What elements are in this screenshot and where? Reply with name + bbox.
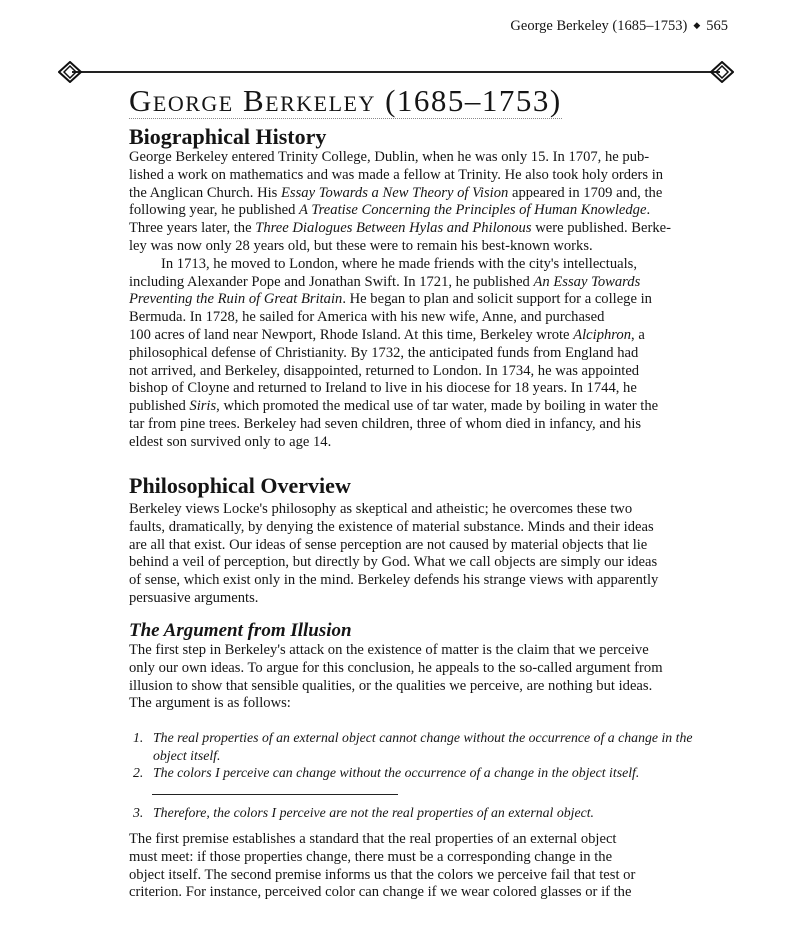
item-number: 3.	[133, 805, 144, 820]
text-run: eldest son survived only to age 14.	[129, 433, 332, 450]
text-run: , a	[631, 326, 645, 343]
conclusion-divider	[152, 794, 398, 795]
biography-text	[129, 149, 689, 452]
text-run: bishop of Cloyne and returned to Ireland to live in his diocese for 18 years. In 1744, he	[129, 380, 637, 397]
text-run: Bermuda. In 1728, he sailed for America with his new wife, Anne, and purchased	[129, 309, 605, 326]
argument-conclusion	[133, 804, 594, 822]
text-line: object itself. The second premise informs us that the colors we perceive fail that test or	[129, 866, 636, 883]
text-run: The argument is as follows:	[129, 695, 291, 712]
text-line	[129, 416, 689, 434]
overview-text	[129, 501, 689, 608]
subsection-heading-argument-from-illusion: The Argument from Illusion	[129, 620, 352, 641]
text-run: In 1713, he moved to London, where he made friends with the city's intellectuals,	[161, 255, 637, 272]
item-text: The colors I perceive can change without the occurrence of a change in the object itself.	[153, 765, 640, 781]
text-line	[129, 185, 689, 203]
text-line	[129, 149, 689, 167]
text-line	[129, 345, 689, 363]
text-run: following year, he published	[129, 202, 300, 219]
argument-item	[133, 729, 693, 747]
text-line	[129, 380, 689, 398]
text-run: philosophical defense of Christianity. By 1732, the anticipated funds from England had	[129, 344, 639, 361]
text-run: not arrived, and Berkeley, disappointed, returned to London. In 1734, he was appointed	[129, 362, 640, 379]
item-text: The real properties of an external object cannot change without the occurrence of a change in the	[153, 730, 693, 745]
text-run: Three years later, the	[129, 220, 256, 237]
text-run: illusion to show that sensible qualities, or the qualities we perceive, are nothing but ideas.	[129, 677, 653, 694]
text-run: , which promoted the medical use of tar water, made by boiling in water the	[216, 398, 659, 415]
argument-item	[133, 804, 594, 822]
text-run: faults, dramatically, by denying the existence of material substance. Minds and their ideas	[129, 518, 654, 535]
italic-title: An Essay Towards	[533, 273, 641, 290]
text-line	[129, 554, 689, 572]
italic-title: Preventing the Ruin of Great Britain	[129, 291, 343, 308]
closing-text	[129, 831, 689, 902]
text-line	[129, 274, 689, 292]
text-run: 100 acres of land near Newport, Rhode Island. At this time, Berkeley wrote	[129, 326, 574, 343]
text-line	[129, 434, 689, 452]
argument-premises	[133, 729, 693, 782]
item-text: object itself.	[153, 747, 221, 763]
text-line	[129, 398, 689, 416]
section-heading-biographical-history: Biographical History	[129, 124, 327, 149]
text-run: lished a work on mathematics and was made a fellow at Trinity. He also took holy orders in	[129, 166, 664, 183]
diamond-bullet-icon: ◆	[693, 20, 701, 30]
text-line	[129, 363, 689, 381]
text-line	[129, 220, 689, 238]
text-run: . He began to plan and solicit support for a college in	[342, 291, 652, 308]
running-head-title: George Berkeley (1685–1753)	[510, 18, 688, 34]
text-line	[129, 590, 689, 608]
text-line	[129, 537, 689, 555]
text-run: tar from pine trees. Berkeley had seven children, three of whom died in infancy, and his	[129, 415, 642, 432]
page-number: 565	[706, 18, 728, 34]
section-heading-philosophical-overview: Philosophical Overview	[129, 473, 351, 498]
text-run: behind a veil of perception, but directly by God. What we call objects are simply our ideas	[129, 554, 658, 571]
text-line	[129, 660, 689, 678]
ornamental-rule	[58, 61, 734, 83]
text-line	[129, 642, 689, 660]
text-line	[129, 678, 689, 696]
text-line	[129, 695, 689, 713]
text-line	[129, 519, 689, 537]
text-line	[129, 572, 689, 590]
chapter-title: George Berkeley (1685–1753)	[129, 83, 562, 118]
text-run: the Anglican Church. His	[129, 184, 281, 201]
italic-title: Alciphron	[573, 326, 632, 343]
text-line: criterion. For instance, perceived color can change if we wear colored glasses or if the	[129, 884, 632, 901]
text-line	[129, 327, 689, 345]
text-run: ley was now only 28 years old, but these were to remain his best-known works.	[129, 237, 593, 254]
item-number: 2.	[133, 765, 144, 781]
text-line	[129, 501, 689, 519]
text-line	[129, 291, 689, 309]
text-run: George Berkeley entered Trinity College, Dublin, when he was only 15. In 1707, he pub-	[129, 149, 650, 165]
argument-item	[133, 747, 693, 765]
text-line: must meet: if those properties change, there must be a corresponding change in the	[129, 848, 613, 865]
italic-title: Three Dialogues Between Hylas and Philonous	[255, 220, 532, 237]
text-run: Berkeley views Locke's philosophy as skeptical and atheistic; he overcomes these two	[129, 501, 633, 517]
text-run: published	[129, 398, 190, 415]
text-run: .	[646, 202, 651, 219]
text-run: of sense, which exist only in the mind. Berkeley defends his strange views with apparently	[129, 572, 659, 589]
text-run: were published. Berke-	[531, 220, 671, 237]
item-text: Therefore, the colors I perceive are not the real properties of an external object.	[153, 805, 595, 820]
text-line	[129, 202, 689, 220]
text-line	[129, 167, 689, 185]
text-line	[129, 238, 689, 256]
text-run: The first step in Berkeley's attack on the existence of matter is the claim that we perceive	[129, 642, 649, 658]
text-run: only our own ideas. To argue for this conclusion, he appeals to the so-called argument from	[129, 659, 663, 676]
argument-intro-text	[129, 642, 689, 713]
text-run: including Alexander Pope and Jonathan Swift. In 1721, he published	[129, 273, 534, 290]
argument-item	[133, 764, 693, 782]
item-number: 1.	[133, 730, 144, 745]
text-run: appeared in 1709 and, the	[508, 184, 663, 201]
running-head	[510, 18, 728, 35]
text-run: are all that exist. Our ideas of sense perception are not caused by material objects that lie	[129, 536, 648, 553]
text-line: The first premise establishes a standard that the real properties of an external object	[129, 831, 617, 847]
italic-title: Essay Towards a New Theory of Vision	[281, 184, 509, 201]
italic-title: Siris	[189, 398, 217, 415]
italic-title: A Treatise Concerning the Principles of Human Knowledge	[299, 202, 647, 219]
text-run: persuasive arguments.	[129, 589, 259, 606]
text-line	[129, 309, 689, 327]
text-line	[129, 256, 689, 274]
